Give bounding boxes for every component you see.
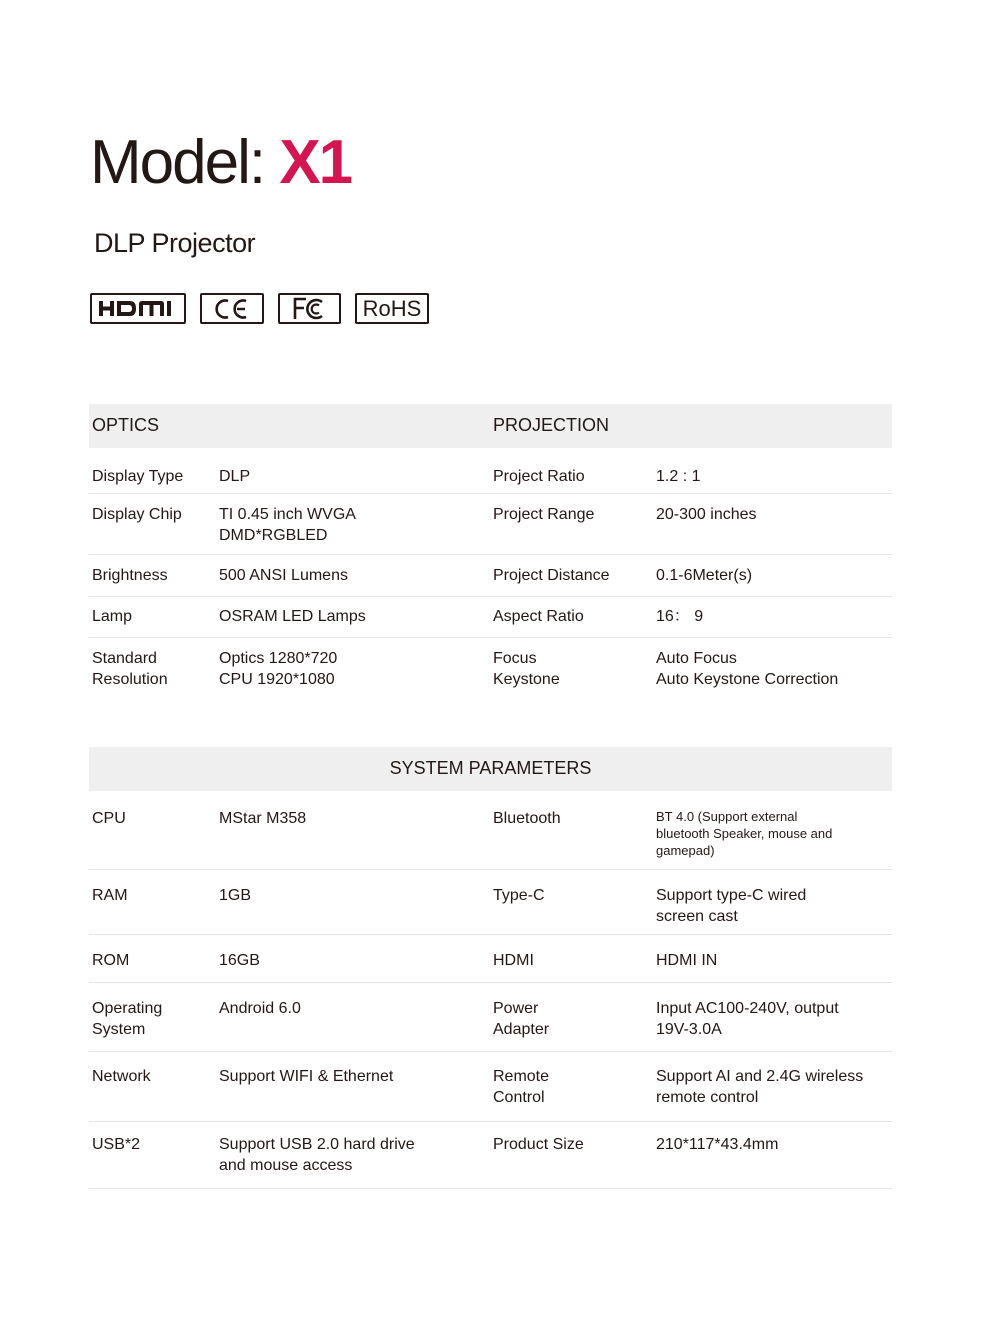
rohs-text: RoHS — [362, 295, 422, 321]
model-title — [90, 128, 352, 197]
system-parameters-header — [89, 747, 892, 791]
spec-value: 20-300 inches — [656, 506, 757, 523]
product-subtitle: DLP Projector — [94, 228, 256, 258]
spec-label: Type-C — [493, 887, 545, 904]
spec-label: Bluetooth — [493, 810, 561, 827]
fcc-logo — [278, 293, 341, 324]
spec-label: Remote Control — [493, 1068, 550, 1106]
spec-value: Optics 1280*720 CPU 1920*1080 — [219, 650, 338, 688]
projection-title: PROJECTION — [493, 415, 610, 435]
table-row — [89, 792, 892, 870]
spec-value: Support USB 2.0 hard drive and mouse access — [219, 1136, 415, 1174]
spec-label: Network — [92, 1068, 151, 1085]
spec-value: 16： 9 — [656, 608, 704, 625]
spec-label: Project Range — [493, 506, 595, 523]
spec-label: Brightness — [92, 567, 168, 584]
spec-label: Operating System — [92, 1000, 163, 1038]
optics-title: OPTICS — [92, 415, 160, 435]
spec-value: TI 0.45 inch WVGA DMD*RGBLED — [219, 506, 356, 544]
table-row — [89, 983, 892, 1052]
optics-projection-header — [89, 404, 892, 448]
spec-label: Display Chip — [92, 506, 182, 523]
ce-logo — [200, 293, 264, 324]
spec-value: Auto Focus Auto Keystone Correction — [656, 650, 839, 688]
model-name: X1 — [279, 128, 352, 197]
spec-label: Lamp — [92, 608, 133, 625]
spec-value: 1.2 : 1 — [656, 468, 701, 485]
rohs-logo — [355, 293, 429, 324]
spec-label: Standard Resolution — [92, 650, 168, 688]
spec-value: 0.1-6Meter(s) — [656, 567, 753, 584]
spec-value: Android 6.0 — [219, 1000, 301, 1017]
table-row — [89, 1052, 892, 1122]
spec-label: USB*2 — [92, 1136, 141, 1153]
spec-value: Input AC100-240V, output 19V-3.0A — [656, 1000, 839, 1038]
hdmi-logo — [90, 293, 186, 324]
spec-label: Display Type — [92, 468, 184, 485]
table-row — [89, 935, 892, 983]
table-row — [89, 870, 892, 935]
spec-value: HDMI IN — [656, 952, 718, 969]
spec-value: Support AI and 2.4G wireless remote control — [656, 1068, 864, 1106]
table-row — [89, 555, 892, 597]
spec-label: Focus Keystone — [493, 650, 560, 688]
spec-value: 16GB — [219, 952, 260, 969]
spec-value: OSRAM LED Lamps — [219, 608, 366, 625]
spec-label: CPU — [92, 810, 126, 827]
spec-value: Support type-C wired screen cast — [656, 887, 807, 925]
table-row — [89, 638, 892, 700]
spec-label: RAM — [92, 887, 128, 904]
spec-value: 210*117*43.4mm — [656, 1136, 779, 1153]
spec-value: DLP — [219, 468, 251, 485]
table-row — [89, 1122, 892, 1189]
spec-label: Power Adapter — [493, 1000, 550, 1038]
model-label: Model: — [90, 128, 265, 197]
spec-label: Product Size — [493, 1136, 584, 1153]
spec-label: ROM — [92, 952, 130, 969]
spec-value: 1GB — [219, 887, 252, 904]
table-row — [89, 597, 892, 638]
system-parameters-title: SYSTEM PARAMETERS — [389, 758, 592, 778]
table-row — [89, 449, 892, 494]
spec-value: MStar M358 — [219, 810, 307, 827]
spec-label: Aspect Ratio — [493, 608, 584, 625]
spec-label: Project Ratio — [493, 468, 585, 485]
spec-value: 500 ANSI Lumens — [219, 567, 348, 584]
spec-label: Project Distance — [493, 567, 610, 584]
spec-label: HDMI — [493, 952, 534, 969]
spec-value: Support WIFI & Ethernet — [219, 1068, 394, 1085]
table-row — [89, 494, 892, 555]
spec-value: BT 4.0 (Support external bluetooth Speaker, mouse and gamepad) — [656, 809, 833, 858]
